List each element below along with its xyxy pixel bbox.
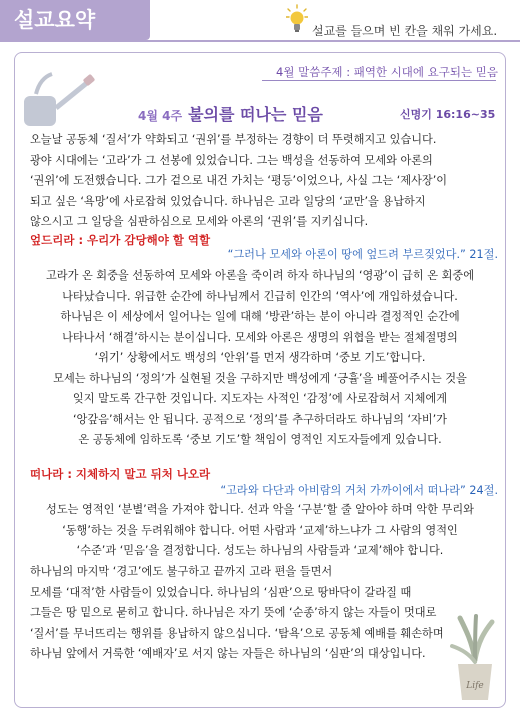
- text-line: 하나님은 이 세상에서 일어나는 일에 대해 ‘방관’하는 분이 아니라 결정적인 순간에: [60, 310, 460, 323]
- section2-quote: “고라와 다단과 아비람의 거처 가까이에서 떠나라” 24절.: [220, 484, 498, 497]
- text-line: ‘질서’를 무너뜨리는 행위를 용납하지 않으십니다. ‘탐욕’으로 공동체 예배를 훼손하며: [30, 626, 444, 640]
- text-line: 성도는 영적인 ‘분별’력을 가져야 합니다. 선과 악을 ‘구분’할 줄 알아야 하며 악한 무리와: [46, 503, 474, 516]
- text-line: 오늘날 공동체 ‘질서’가 약화되고 ‘권위’를 부정하는 경향이 더 뚜렷해지고 있습니다.: [30, 133, 437, 146]
- section2-body-centered: [30, 500, 490, 562]
- text-line: 잊지 말도록 간구한 것입니다. 지도자는 사적인 ‘감정’에 사로잡혀서 지체에게: [72, 392, 448, 405]
- section2-heading: 떠나라 : 지체하지 말고 뒤처 나오라: [30, 467, 211, 481]
- sermon-week: 4월 4주: [138, 109, 183, 123]
- text-line: 하나님 앞에서 거룩한 ‘예배자’로 서지 않는 자들은 하나님의 ‘심판’의 대상입니다.: [30, 647, 426, 660]
- text-line: 나타났습니다. 위급한 순간에 하나님께서 긴급히 인간의 ‘역사’에 개입하셨습니다.: [62, 289, 458, 303]
- pot-label: Life: [466, 681, 484, 691]
- text-line: 그들은 땅 밑으로 묻히고 합니다. 하나님은 자기 뜻에 ‘순종’하지 않는 자들이 멋대로: [30, 606, 437, 619]
- text-line: 모세를 ‘대적’한 사람들이 있었습니다. 하나님의 ‘심판’으로 땅바닥이 갈라질 때: [30, 585, 412, 599]
- text-line: 광야 시대에는 ‘고라’가 그 선봉에 있었습니다. 그는 백성을 선동하여 모세와 아론의: [30, 153, 433, 167]
- text-line: 모세는 하나님의 ‘정의’가 실현될 것을 구하지만 백성에게 ‘긍휼’을 베풀어주시는 것을: [53, 371, 467, 385]
- text-line: ‘위기’ 상황에서도 백성의 ‘안위’를 먼저 생각하며 ‘중보 기도’합니다.: [94, 351, 426, 364]
- intro-paragraph: [30, 130, 447, 233]
- text-line: ‘권위’에 도전했습니다. 그가 겉으로 내건 가치는 ‘평등’이었으나, 사실 그는 ‘제사장’이: [30, 174, 448, 187]
- text-line: ‘앙갚음’해서는 안 됩니다. 공적으로 ‘정의’를 추구하더라도 하나님의 ‘자비’가: [72, 412, 447, 426]
- text-line: ‘수준’과 ‘믿음’을 결정합니다. 성도는 하나님의 사람들과 ‘교제’해야 합니다.: [76, 544, 444, 557]
- section1-heading: 엎드리라 : 우리가 감당해야 할 역할: [30, 233, 211, 247]
- header-motto: 설교를 들으며 빈 칸을 채워 가세요.: [312, 24, 498, 38]
- text-line: 않으시고 그 일당을 심판하심으로 모세와 아론의 ‘권위’를 지키십니다.: [30, 215, 369, 228]
- text-line: 나타나서 ‘해결’하시는 분이십니다. 모세와 아론은 생명의 위협을 받는 절체절명의: [62, 330, 458, 344]
- watering-can-icon: [16, 60, 106, 140]
- theme-underline: [262, 80, 496, 81]
- lightbulb-icon: [286, 4, 308, 36]
- sermon-title: [138, 102, 323, 125]
- sermon-title-text: 불의를 떠나는 믿음: [188, 105, 323, 124]
- text-line: ‘동행’하는 것을 두려워해야 합니다. 어떤 사람과 ‘교제’하느냐가 그 사람의 영적인: [62, 523, 458, 537]
- header-divider: [0, 40, 520, 42]
- header: [0, 0, 520, 44]
- text-line: 온 공동체에 임하도록 ‘중보 기도’할 책임이 영적인 지도자들에게 있습니다.: [78, 433, 442, 446]
- text-line: 되고 싶은 ‘욕망’에 사로잡혀 있었습니다. 하나님은 고라 일당의 ‘교만’을 용납하지: [30, 194, 426, 208]
- section1-body: [30, 266, 490, 451]
- text-line: 고라가 온 회중을 선동하여 모세와 아론을 죽이려 하자 하나님의 ‘영광’이 급히 온 회중에: [45, 269, 475, 282]
- section1-quote: “그러나 모세와 아론이 땅에 엎드려 부르짖었다.” 21절.: [227, 248, 498, 261]
- section2-body-left: [30, 562, 444, 665]
- potted-plant-icon: [448, 612, 502, 704]
- text-line: 하나님의 마지막 ‘경고’에도 불구하고 끝까지 고라 편을 들면서: [30, 565, 333, 578]
- scripture-reference: 신명기 16:16~35: [400, 108, 496, 121]
- monthly-theme: 4월 말씀주제 : 패역한 시대에 요구되는 믿음: [276, 65, 498, 79]
- section-tab: 설교요약: [0, 0, 150, 40]
